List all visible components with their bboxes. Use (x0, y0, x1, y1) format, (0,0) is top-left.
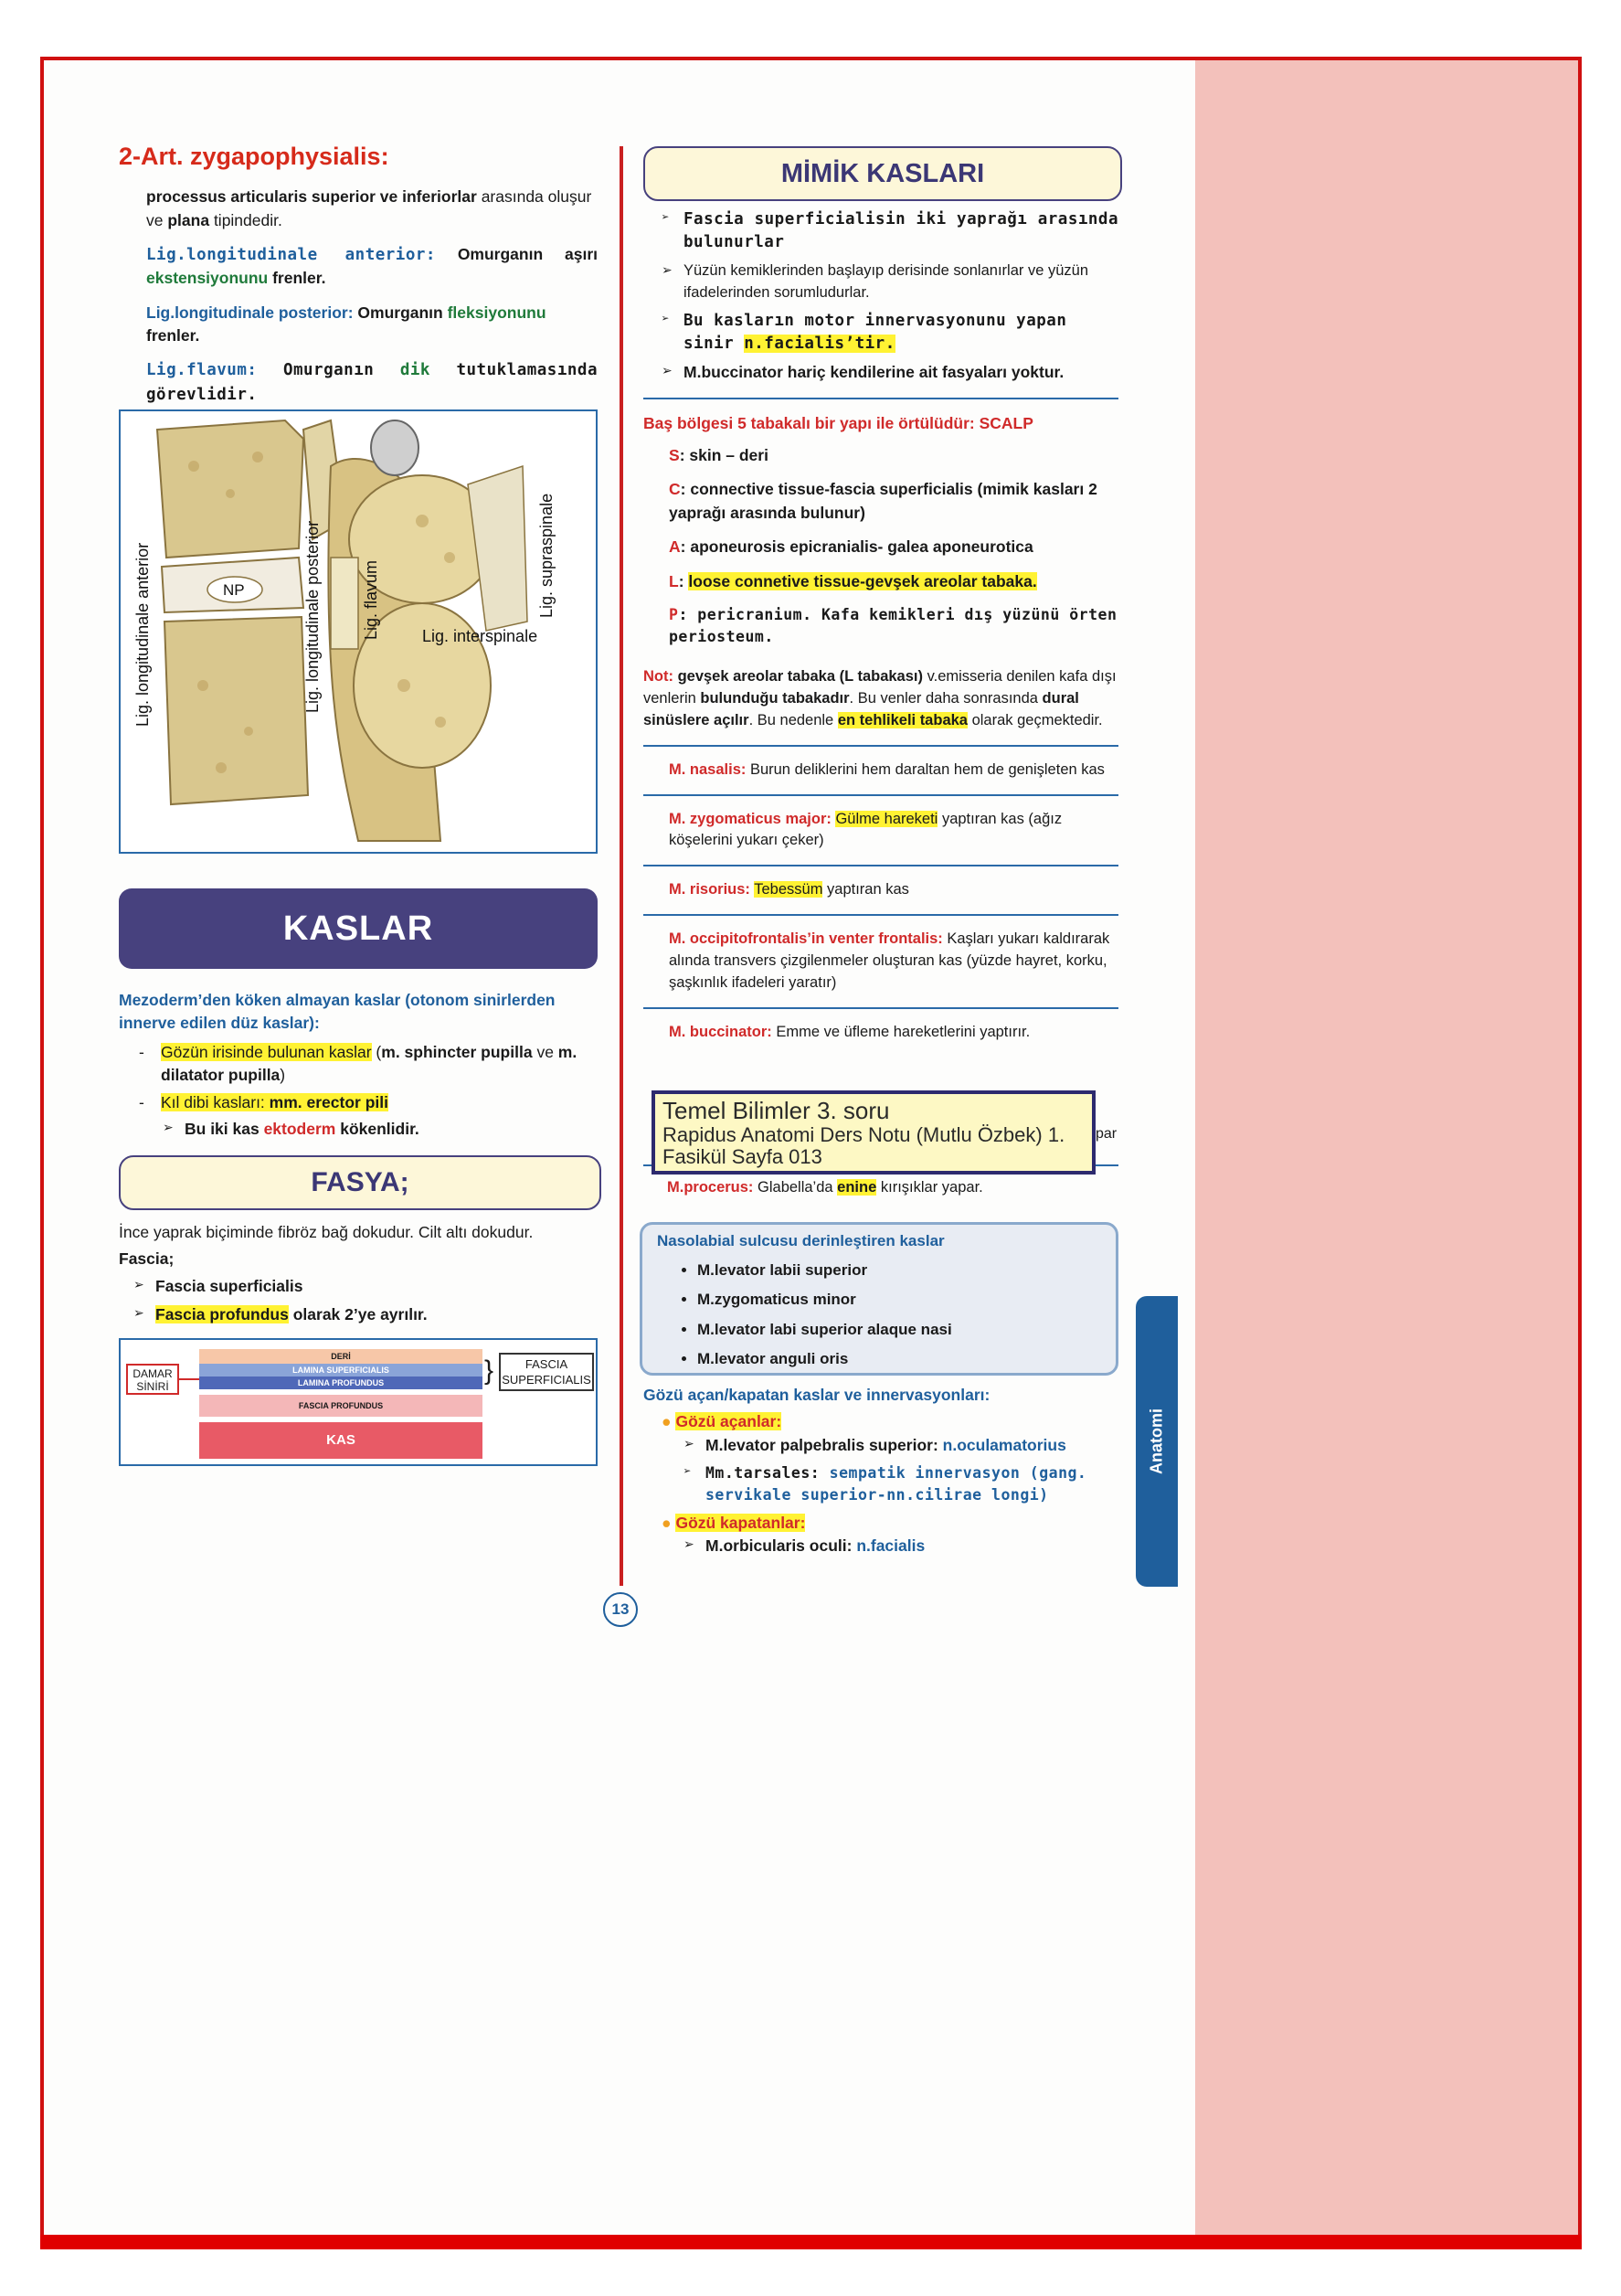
layer-deri: DERİ (199, 1349, 482, 1364)
mimik-item-2: ➢ Yüzün kemiklerinden başlayıp derisinde sonlanırlar ve yüzün ifadelerinden sorumludurlar. (662, 260, 1118, 304)
m-nasalis: M. nasalis: Burun deliklerini hem daraltan hem de genişleten kas (669, 760, 1105, 778)
scalp-s: S: skin – deri (669, 446, 768, 465)
brace: } (484, 1355, 494, 1386)
damar-pointer (179, 1378, 199, 1380)
scalp-p: P: pericranium. Kafa kemikleri dış yüzünü örten periosteum. (669, 605, 1118, 645)
scalp-a: A: aponeurosis epicranialis- galea aponeurotica (669, 537, 1033, 557)
nasolabial-item: • M.levator labii superior (697, 1256, 1101, 1285)
section-title: 2-Art. zygapophysialis: (119, 143, 389, 170)
fasya-description: İnce yaprak biçiminde fibröz bağ dokudur. Cilt altı dokudur. (119, 1223, 534, 1241)
scalp-list (643, 444, 1118, 648)
right-margin-panel (1195, 60, 1578, 2235)
layer-kas: KAS (199, 1422, 482, 1459)
m-occipitofrontalis: M. occipitofrontalis’in venter frontalis: Kaşları yukarı kaldırarak alında transvers çizgilenmeler oluşturan kas (yüzde hayret, korku, şaşkınlık ifadeleri yaratır) (669, 930, 1110, 992)
scalp-l: L: loose connetive tissue-gevşek areolar tabaka. (669, 571, 1037, 590)
eye-close-list (662, 1535, 1118, 1557)
anatomi-side-tab[interactable]: Anatomi (1136, 1296, 1178, 1587)
layer-lamina-profundus: LAMINA PROFUNDUS (199, 1377, 482, 1389)
right-column (643, 208, 1118, 1051)
kaslar-banner: KASLAR (119, 888, 598, 969)
fascia-list (119, 1275, 598, 1327)
m-buccinator: M. buccinator: Emme ve üfleme hareketlerini yaptırır. (669, 1024, 1031, 1041)
lig-posterior-label: Lig. longitudinale posterior (303, 520, 322, 713)
mezoderm-block (119, 989, 598, 1146)
bottom-bar (40, 2235, 1582, 2249)
hidden-line-tail: par (1096, 1126, 1118, 1142)
mezoderm-title: Mezoderm’den köken almayan kaslar (otonom sinirlerden innerve edilen düz kaslar): (119, 991, 556, 1033)
ektoderm-note: ➢ Bu iki kas ektoderm kökenlidir. (163, 1118, 598, 1141)
fascia-heading: Fascia; (119, 1249, 175, 1269)
mimik-kaslari-banner: MİMİK KASLARI (643, 146, 1122, 201)
mimik-item-3: ➢ Bu kasların motor innervasyonunu yapan sinir n.facialis’tir. (662, 310, 1118, 356)
lig-posterior: Lig.longitudinale posterior: Omurganın fleksiyonunu frenler. (146, 303, 546, 345)
mimik-list (643, 208, 1118, 385)
eye-open-list (662, 1434, 1118, 1506)
fascia-profundus-item: ➢ Fascia profundus olarak 2’ye ayrılır. (133, 1303, 598, 1326)
lig-anterior-label: Lig. longitudinale anterior (133, 542, 152, 727)
spine-ligament-figure (119, 409, 598, 854)
np-label: NP (223, 581, 245, 599)
layer-fascia-profundus: FASCIA PROFUNDUS (199, 1395, 482, 1417)
eye-open-item-1: ➢ M.levator palpebralis superior: n.oculamatorius (683, 1434, 1118, 1457)
fascia-superficialis-label: FASCIA SUPERFICIALIS (499, 1353, 594, 1391)
nasolabial-list (657, 1256, 1101, 1374)
nasolabial-item: • M.levator anguli oris (697, 1345, 1101, 1374)
nasolabial-title: Nasolabial sulcusu derinleştiren kaslar (657, 1232, 945, 1249)
lig-supraspinale-label: Lig. supraspinale (537, 493, 556, 618)
eye-open-item-2: ➢ Mm.tarsales: sempatik innervasyon (gang. servikale superior-nn.cilirae longi) (683, 1462, 1118, 1506)
damar-siniri-label: DAMAR SİNİRİ (126, 1364, 179, 1395)
eye-muscles-block (643, 1384, 1118, 1564)
fascia-superficialis-item: ➢ Fascia superficialis (133, 1275, 598, 1298)
note-line-2: Rapidus Anatomi Ders Notu (Mutlu Özbek) 1. Fasikül Sayfa 013 (662, 1122, 1065, 1168)
lig-anterior: Lig.longitudinale anterior: Omurganın aşırı ekstensiyonunu frenler. (146, 244, 598, 288)
nasolabial-item: • M.zygomaticus minor (697, 1285, 1101, 1314)
m-zygomaticus-major: M. zygomaticus major: Gülme hareketi yaptıran kas (ağız köşelerini yukarı çeker) (669, 810, 1063, 849)
eye-close-item-1: ➢ M.orbicularis oculi: n.facialis (683, 1535, 1118, 1557)
eye-open-title: ● Gözü açanlar: (662, 1412, 782, 1431)
fasya-banner: FASYA; (119, 1155, 601, 1210)
fascia-layer-diagram (119, 1338, 598, 1466)
muscle-list (643, 760, 1118, 1040)
m-risorius: M. risorius: Tebessüm yaptıran kas (669, 881, 909, 898)
lig-flavum: Lig.flavum: Omurganın dik tutuklamasında görevlidir. (146, 361, 598, 404)
lig-flavum-label: Lig. flavum (362, 559, 380, 640)
nasolabial-item: • M.levator labi superior alaque nasi (697, 1315, 1101, 1345)
spine-illustration (121, 411, 596, 852)
lig-interspinale-label: Lig. interspinale (422, 627, 538, 645)
column-divider (620, 146, 623, 1586)
eye-close-title: ● Gözü kapatanlar: (662, 1513, 806, 1532)
mezoderm-sub-list (139, 1118, 598, 1141)
zyg-paragraph: processus articularis superior ve inferiorlar arasında oluşur ve plana tipindedir. (146, 187, 592, 229)
fasya-block (119, 1221, 598, 1333)
nasolabial-box (640, 1222, 1118, 1376)
not-paragraph: Not: gevşek areolar tabaka (L tabakası) v.emisseria denilen kafa dışı venlerin bulunduğu tabakadır. Bu venler daha sonrasında dural sinüslere açılır. Bu nedenle en tehlikeli tabaka olarak geçmektedir. (643, 667, 1117, 728)
scalp-c: C: connective tissue-fascia superficialis (mimik kasları 2 yaprağı arasında bulunur) (669, 480, 1097, 522)
page-number: 13 (603, 1592, 638, 1627)
m-procerus: M.procerus: Glabella’da enine kırışıklar yapar. (667, 1179, 983, 1196)
mimik-item-1: ➢ Fascia superficialisin iki yaprağı arasında bulunurlar (662, 208, 1118, 255)
left-column (119, 139, 598, 418)
mezoderm-item-iris: - Gözün irisinde bulunan kaslar (m. sphincter pupilla ve m. dilatator pupilla) (139, 1042, 577, 1085)
eye-title: Gözü açan/kapatan kaslar ve innervasyonları: (643, 1386, 991, 1404)
scalp-title: Baş bölgesi 5 tabakalı bir yapı ile örtülüdür: SCALP (643, 413, 1033, 432)
mezoderm-item-kil: - Kıl dibi kasları: mm. erector pili (139, 1092, 388, 1111)
source-note (652, 1090, 1096, 1175)
mimik-item-4: ➢ M.buccinator hariç kendilerine ait fasyaları yoktur. (662, 361, 1118, 384)
note-line-1: Temel Bilimler 3. soru (662, 1097, 890, 1124)
layer-lamina-superficialis: LAMINA SUPERFICIALIS (199, 1364, 482, 1377)
